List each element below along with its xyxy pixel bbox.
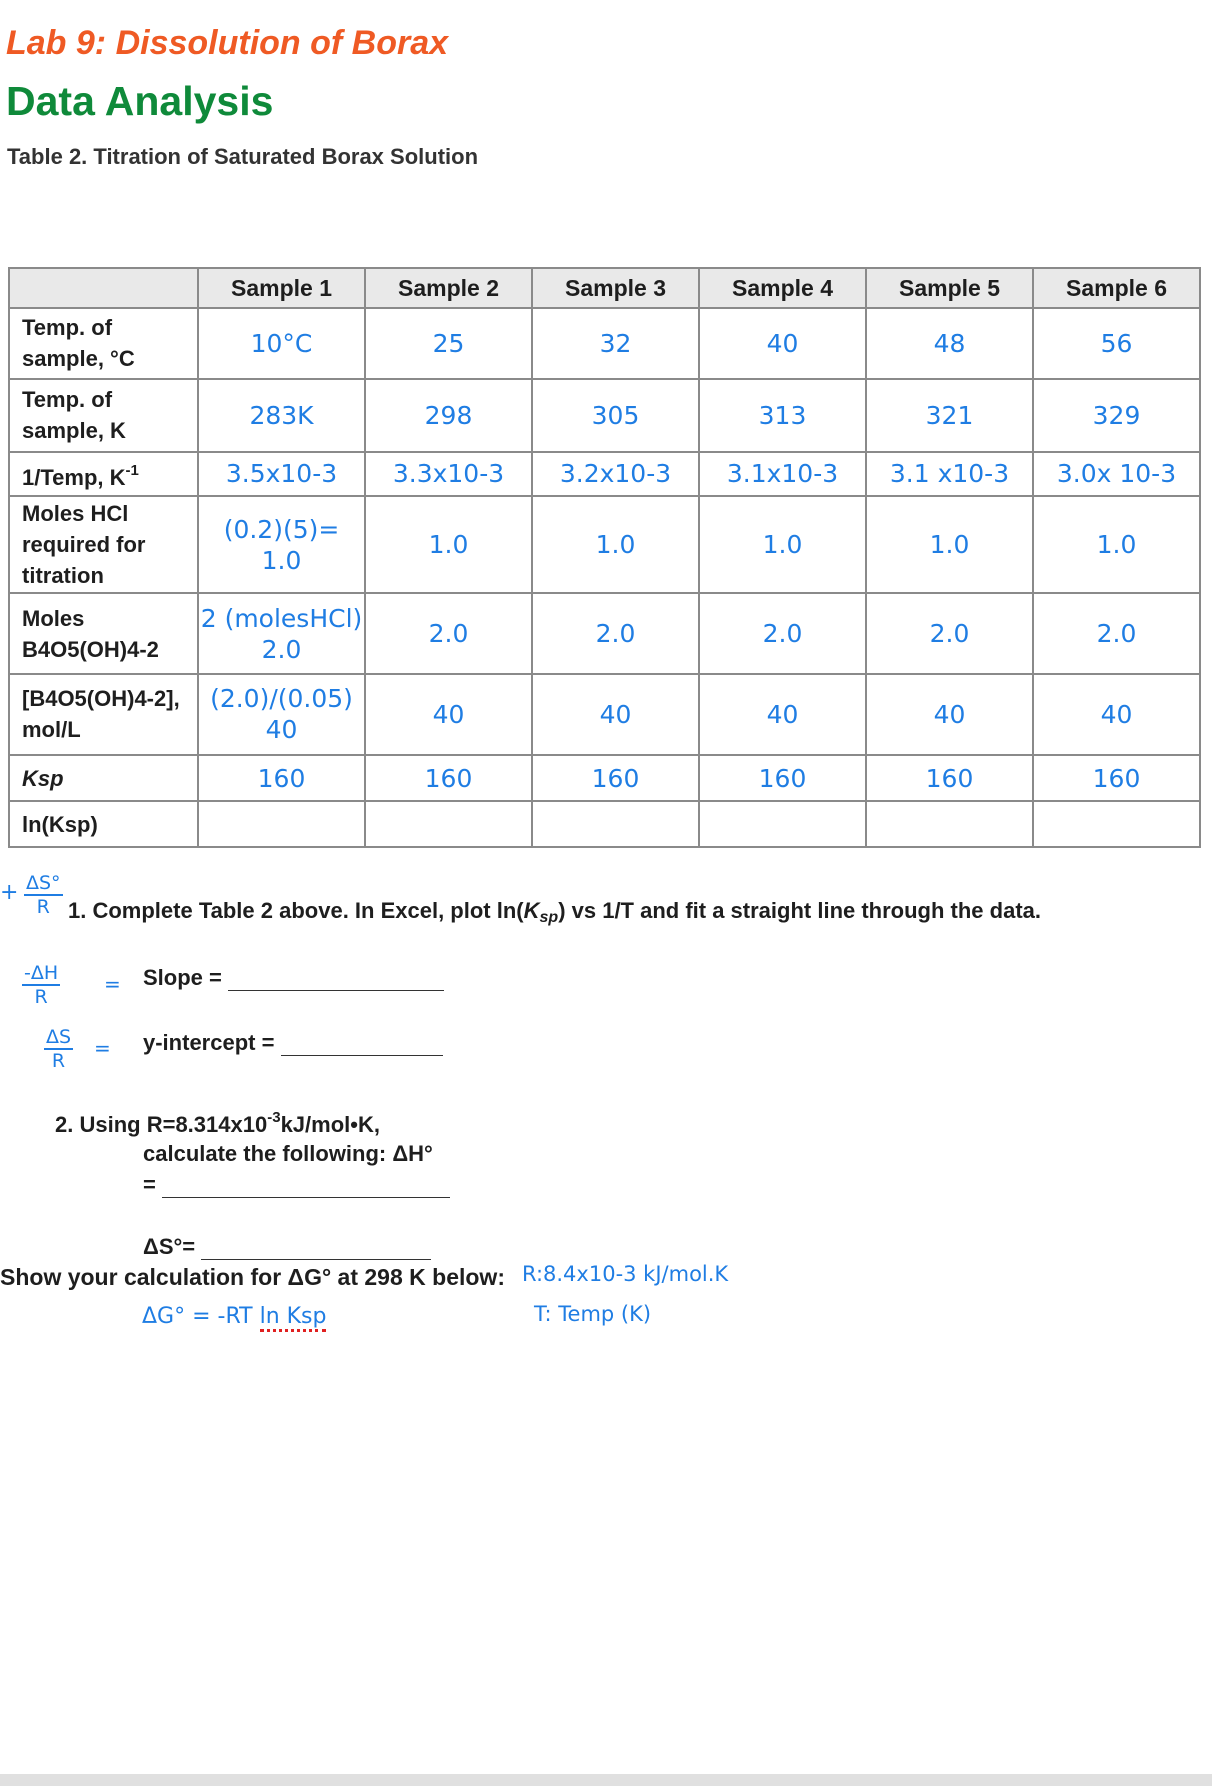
calc-result: 40 (265, 715, 298, 745)
column-header: Sample 2 (365, 268, 532, 308)
q1-number: 1. (68, 898, 87, 923)
question-2 (55, 1109, 380, 1138)
calc-work: 2 (molesHCl) (200, 603, 363, 633)
column-header: Sample 1 (198, 268, 365, 308)
row-label-conc-borate (9, 674, 198, 755)
q2-text-a: Using R=8.314x10 (79, 1112, 268, 1137)
row-label-moles-borate (9, 593, 198, 674)
dh-blank[interactable] (162, 1177, 450, 1198)
fraction-denominator: R (36, 896, 50, 918)
moles-borate-label-text: Moles B4O5(OH)4-2 (22, 605, 159, 662)
ds-answer-row (143, 1234, 431, 1260)
calc-result: 1.0 (261, 545, 302, 575)
conc-borate-label-text: [B4O5(OH)4-2], mol/L (22, 686, 180, 743)
table-cell: 160 (198, 755, 365, 802)
table-cell: 2.0 (699, 593, 866, 674)
table-cell: 3.5x10-3 (198, 452, 365, 496)
row-label-inv-temp: 1/Temp, $K^{-1}$ (9, 452, 198, 496)
table-cell (532, 801, 699, 847)
table-cell: 2.0 (365, 593, 532, 674)
table-cell: 160 (365, 755, 532, 802)
table-cell: 40 (699, 674, 866, 755)
table-row (9, 452, 1200, 496)
slope-row (143, 965, 444, 991)
table-cell: 1.0 (365, 496, 532, 593)
ds-label: ΔS°= (143, 1234, 196, 1259)
table-row (9, 379, 1200, 452)
ds2-over-r-annotation (44, 1026, 73, 1072)
table-cell (866, 801, 1033, 847)
q2-exp: -3 (267, 1109, 281, 1126)
table-cell (198, 593, 365, 674)
dh-over-r-annotation (22, 962, 60, 1008)
fraction-denominator: R (51, 1050, 66, 1072)
table-cell: 40 (699, 308, 866, 379)
table-cell: 1.0 (532, 496, 699, 593)
table-corner-cell (9, 268, 198, 308)
intercept-row (143, 1030, 443, 1056)
ln-ksp-spellcheck: ln Ksp (260, 1304, 327, 1332)
calc-work: (0.2)(5)= (223, 514, 340, 544)
table-row (9, 496, 1200, 593)
q1-text-pre: Complete Table 2 above. In Excel, plot ln( (92, 898, 524, 923)
table-cell (198, 801, 365, 847)
column-header: Sample 4 (699, 268, 866, 308)
table-caption: Table 2. Titration of Saturated Borax Solution (7, 144, 479, 169)
table-cell: 48 (866, 308, 1033, 379)
table-cell: 160 (532, 755, 699, 802)
q1-k: K (523, 898, 540, 923)
table-row (9, 593, 1200, 674)
table-cell: 40 (866, 674, 1033, 755)
table-cell (1033, 801, 1200, 847)
intercept-label: y-intercept = (143, 1030, 275, 1055)
equals-annotation: = (94, 1036, 111, 1060)
table-cell: 313 (699, 379, 866, 452)
column-header: Sample 5 (866, 268, 1033, 308)
table-cell: 2.0 (1033, 593, 1200, 674)
fraction-numerator: ΔS (46, 1026, 72, 1048)
table-cell: 329 (1033, 379, 1200, 452)
table-cell: 40 (1033, 674, 1200, 755)
dg-prompt: Show your calculation for ΔG° at 298 K below: (0, 1264, 505, 1290)
table-row (9, 308, 1200, 379)
table-cell: 3.1 x10-3 (866, 452, 1033, 496)
r-note-annotation: R:8.4x10-3 kJ/mol.K (522, 1262, 729, 1286)
row-label-ksp: Ksp (9, 755, 198, 802)
table-cell: 25 (365, 308, 532, 379)
row-label-moles-hcl: Moles HCl required for titration (9, 496, 198, 593)
lab-title: Lab 9: Dissolution of Borax (6, 24, 449, 62)
ds-over-r-annotation (24, 872, 63, 918)
q2-number: 2. (55, 1112, 74, 1137)
table-row (9, 755, 1200, 802)
dg-equation-annotation (142, 1304, 326, 1329)
table-cell: 160 (699, 755, 866, 802)
slope-blank[interactable] (228, 970, 444, 991)
fraction-numerator: -ΔH (24, 962, 59, 984)
fraction-denominator: R (34, 986, 48, 1008)
ds-blank[interactable] (201, 1239, 431, 1260)
table-row (9, 801, 1200, 847)
table-cell: 32 (532, 308, 699, 379)
table-cell: 305 (532, 379, 699, 452)
table-cell: 321 (866, 379, 1033, 452)
table-cell (365, 801, 532, 847)
table-cell: 160 (866, 755, 1033, 802)
calc-result: 2.0 (261, 634, 302, 664)
table-cell: 1.0 (699, 496, 866, 593)
inv-temp-label-text: 1/Temp, K (22, 464, 126, 490)
q1-text-post: ) vs 1/T and fit a straight line through the data. (558, 898, 1042, 923)
q2-line-2: calculate the following: ΔH° (143, 1141, 433, 1166)
t-note-annotation: T: Temp (K) (534, 1302, 652, 1326)
table-cell: 40 (365, 674, 532, 755)
table-header-row (9, 268, 1200, 308)
section-title: Data Analysis (6, 78, 274, 124)
table-cell: 56 (1033, 308, 1200, 379)
table-cell: 3.3x10-3 (365, 452, 532, 496)
fraction-numerator: ΔS° (26, 872, 61, 894)
dh-equals: = (143, 1172, 156, 1197)
bottom-bar (0, 1774, 1212, 1786)
table-cell: 3.2x10-3 (532, 452, 699, 496)
column-header: Sample 3 (532, 268, 699, 308)
table-cell: 283K (198, 379, 365, 452)
table-cell: 2.0 (532, 593, 699, 674)
slope-label: Slope = (143, 965, 222, 990)
calc-work: (2.0)/(0.05) (210, 684, 353, 714)
row-label-temp-c: Temp. of sample, °C (9, 308, 198, 379)
q2-text-b: kJ/mol•K, (280, 1112, 380, 1137)
table-cell: 160 (1033, 755, 1200, 802)
table-cell (198, 674, 365, 755)
intercept-blank[interactable] (281, 1035, 443, 1056)
table-cell: 40 (532, 674, 699, 755)
table-cell: 1.0 (1033, 496, 1200, 593)
titration-table (8, 267, 1201, 848)
table-cell: 1.0 (866, 496, 1033, 593)
row-label-temp-k: Temp. of sample, K (9, 379, 198, 452)
table-cell (699, 801, 866, 847)
table-cell: 2.0 (866, 593, 1033, 674)
plus-annotation: + (0, 880, 19, 905)
table-cell (198, 496, 365, 593)
table-cell: 3.0x 10-3 (1033, 452, 1200, 496)
dg-equation-pre: ΔG° = -RT (142, 1304, 260, 1329)
table-cell: 3.1x10-3 (699, 452, 866, 496)
question-1 (68, 898, 1041, 927)
table-row (9, 674, 1200, 755)
table-cell: 10°C (198, 308, 365, 379)
column-header: Sample 6 (1033, 268, 1200, 308)
table-cell: 298 (365, 379, 532, 452)
equals-annotation: = (104, 972, 121, 996)
dh-answer-row (143, 1172, 450, 1198)
q1-sp: sp (539, 909, 559, 926)
row-label-ln-ksp: ln(Ksp) (9, 801, 198, 847)
